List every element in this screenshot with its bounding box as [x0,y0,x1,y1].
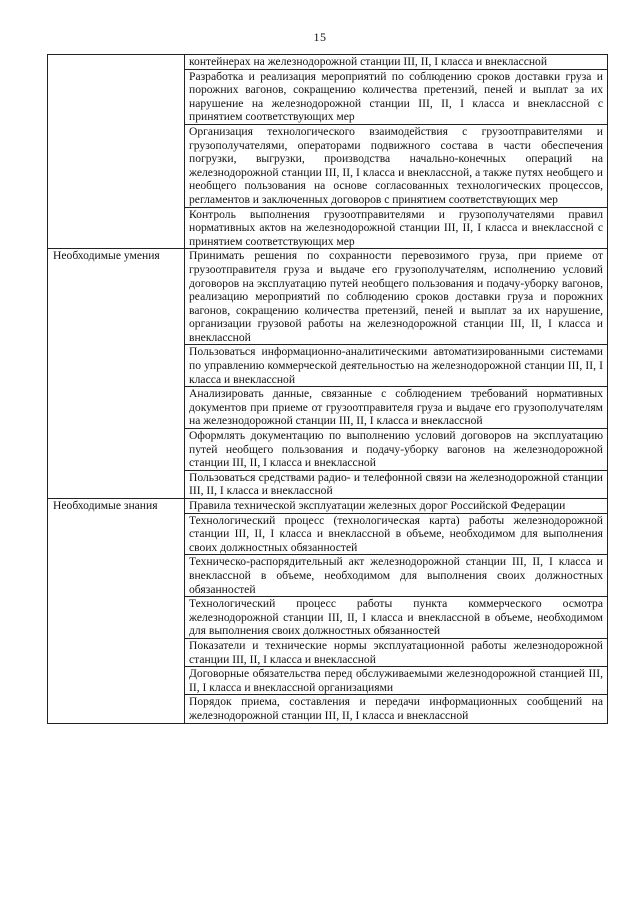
table-cell: Техническо-распорядительный акт железнодорожной станции III, II, I класса и внеклассной в объеме, необходимом для выполнения своих должностных обязанностей [185,555,608,597]
table-cell: контейнерах на железнодорожной станции III, II, I класса и внеклассной [185,55,608,70]
table-cell: Организация технологического взаимодействия с грузоотправителями и грузополучателями, операторами подвижного состава в части обеспечения погрузки, выгрузки, производства начально-конечных операций на железнодорожной станции III, II, I класса и внеклассной, а также путях необщего и необщего пользования на основе согласованных технологических процессов, регламентов и заключенных договоров с принятием соответствующих мер [185,124,608,207]
table-cell: Технологический процесс работы пункта коммерческого осмотра железнодорожной станции III, II, I класса и внеклассной в объеме, необходимом для выполнения своих должностных обязанностей [185,597,608,639]
table-cell: Договорные обязательства перед обслуживаемыми железнодорожной станцией III, II, I класса и внеклассной организациями [185,667,608,695]
table-cell: Порядок приема, составления и передачи информационных сообщений на железнодорожной станции III, II, I класса и внеклассной [185,695,608,723]
group-label-knowledge: Необходимые знания [48,499,185,724]
table-cell: Разработка и реализация мероприятий по соблюдению сроков доставки груза и порожних вагонов, сокращению количества претензий, пеней и выплат за их нарушение на железнодорожной станции III, II, I класса и внеклассной с принятием соответствующих мер [185,69,608,124]
group-label [48,55,185,249]
table-cell: Принимать решения по сохранности перевозимого груза, при приеме от грузоотправителя груза и выдаче его грузополучателям, исполнению условий договоров на эксплуатацию путей необщего пользования и подачу-уборку вагонов, реализацию мероприятий по соблюдению сроков доставки груза и порожних вагонов, сокращению количества претензий, пеней и выплат за их нарушение, организации грузовой работы на железнодорожной станции III, II, I класса и внеклассной [185,249,608,345]
table-cell: Технологический процесс (технологическая карта) работы железнодорожной станции III, II, I класса и внеклассной в объеме, необходимом для выполнения своих должностных обязанностей [185,513,608,555]
table-cell: Пользоваться средствами радио- и телефонной связи на железнодорожной станции III, II, I класса и внеклассной [185,470,608,498]
page-number: 15 [313,30,327,44]
table-cell: Пользоваться информационно-аналитическими автоматизированными системами по управлению коммерческой деятельностью на железнодорожной станции III, II, I класса и внеклассной [185,345,608,387]
competency-table [47,54,608,724]
table-cell: Правила технической эксплуатации железных дорог Российской Федерации [185,499,608,514]
group-label-skills: Необходимые умения [48,249,185,499]
table-cell: Анализировать данные, связанные с соблюдением требований нормативных документов при приеме от грузоотправителя груза и выдаче его грузополучателям на железнодорожной станции III, II, I класса и внеклассной [185,387,608,429]
table-row [48,249,608,345]
table-cell: Оформлять документацию по выполнению условий договоров на эксплуатацию путей необщего пользования и подачу-уборку вагонов на железнодорожной станции III, II, I класса и внеклассной [185,429,608,471]
table-cell: Контроль выполнения грузоотправителями и грузополучателями правил нормативных актов на железнодорожной станции III, II, I класса и внеклассной с принятием соответствующих мер [185,207,608,249]
table-row [48,499,608,514]
table-cell: Показатели и технические нормы эксплуатационной работы железнодорожной станции III, II, I класса и внеклассной [185,638,608,666]
table-row [48,55,608,70]
